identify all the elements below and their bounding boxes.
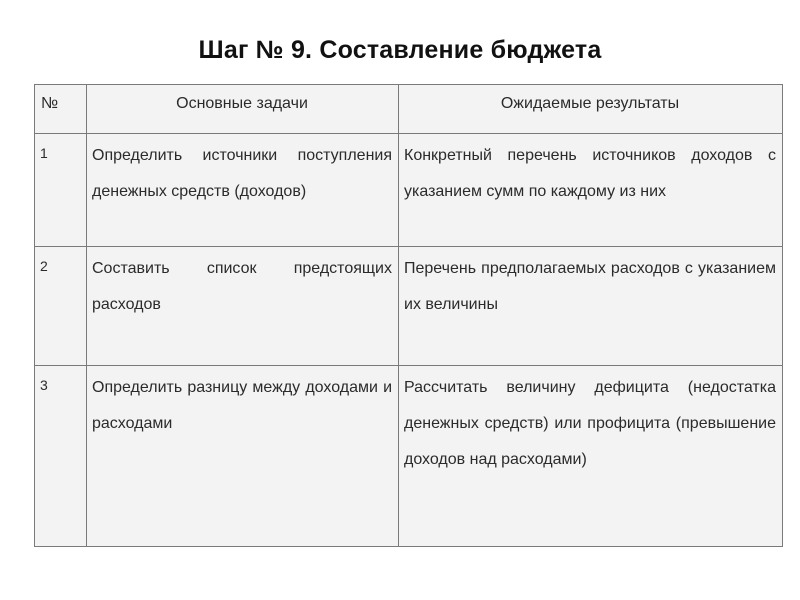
row-number: 3: [35, 366, 87, 547]
row-task: Составить список предстоящих расходов: [87, 247, 399, 366]
row-result: Конкретный перечень источников доходов с указанием сумм по каждому из них: [399, 134, 783, 247]
table-row: [35, 134, 783, 247]
row-number: 2: [35, 247, 87, 366]
row-result: Рассчитать величину дефицита (недостатка денежных средств) или профицита (превышение доходов над расходами): [399, 366, 783, 547]
budget-table: [34, 84, 783, 547]
page-title: Шаг № 9. Составление бюджета: [198, 36, 602, 64]
table-row: [35, 247, 783, 366]
header-tasks: Основные задачи: [87, 85, 399, 134]
row-number: 1: [35, 134, 87, 247]
row-task: Определить источники поступления денежных средств (доходов): [87, 134, 399, 247]
row-result: Перечень предполагаемых расходов с указанием их величины: [399, 247, 783, 366]
row-task: Определить разницу между доходами и расходами: [87, 366, 399, 547]
table-row: [35, 366, 783, 547]
table-header-row: [35, 85, 783, 134]
header-results: Ожидаемые результаты: [399, 85, 783, 134]
header-number: №: [35, 85, 87, 134]
